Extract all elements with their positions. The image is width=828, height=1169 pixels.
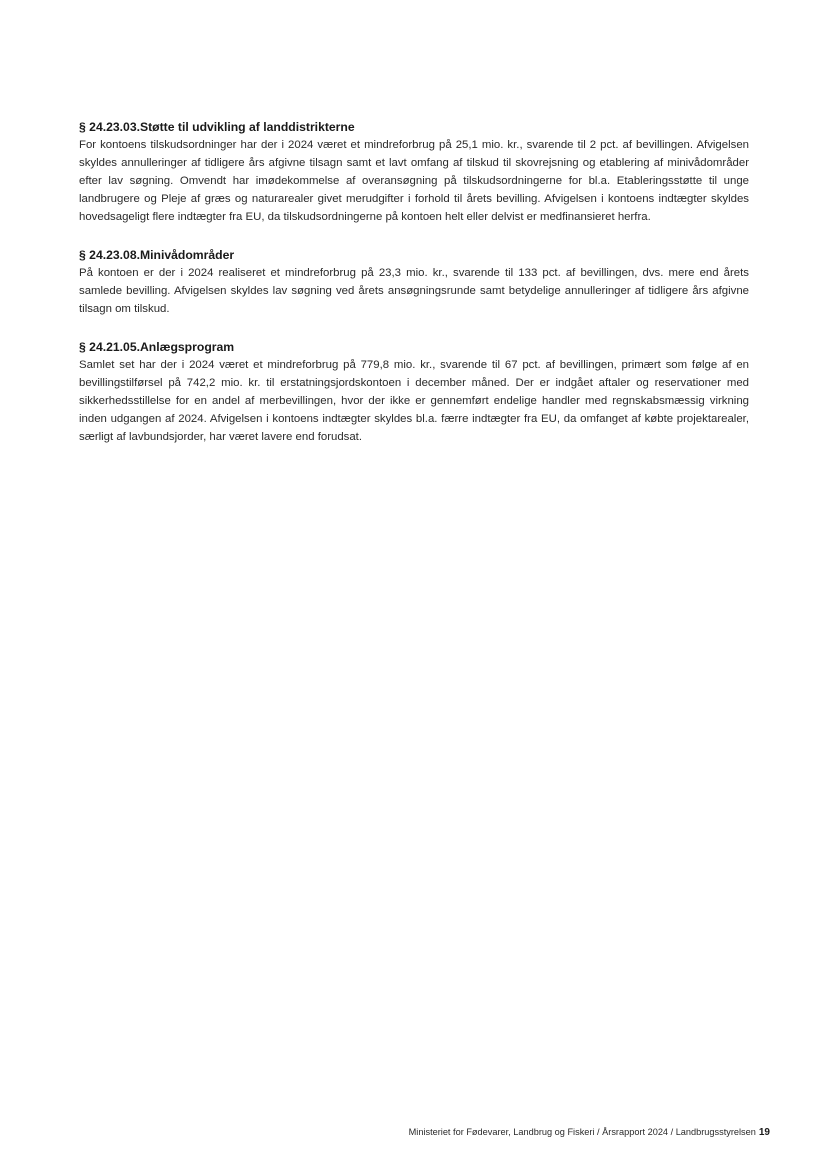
section-heading: § 24.23.08.Minivådområder: [79, 248, 235, 262]
section-body: På kontoen er der i 2024 realiseret et mindreforbrug på 23,3 mio. kr., svarende til 133 pct. af bevillingen, dvs. mere end årets samlede bevilling. Afvigelsen skyldes lav søgning ved årets ansøgningsrunde samt betydelige annulleringer af tidligere års afgivne tilsagn om tilskud.: [79, 267, 749, 315]
section-body: Samlet set har der i 2024 været et mindreforbrug på 779,8 mio. kr., svarende til 67 pct. af bevillingen, primært som følge af en bevillingstilførsel på 742,2 mio. kr. til erstatningsjordskontoen i december måned. Der er indgået aftaler og reservationer med sikkerhedsstillelse for en andel af merbevillingen, hvor der ikke er gennemført endelige handler med regnskabsmæssig virkning inden udgangen af 2024. Afvigelsen i kontoens indtægter skyldes bl.a. færre indtægter fra EU, da omfanget af købte projektarealer, særligt af lavbundsjorder, har været lavere end forudsat.: [79, 359, 749, 443]
page-content: [79, 118, 749, 466]
section-minivaadomraader: [79, 246, 749, 318]
footer-text: Ministeriet for Fødevarer, Landbrug og Fiskeri / Årsrapport 2024 / Landbrugsstyrelsen: [408, 1127, 756, 1137]
page-footer: [409, 1125, 770, 1140]
section-anlaegsprogram: [79, 338, 749, 446]
section-body: For kontoens tilskudsordninger har der i 2024 været et mindreforbrug på 25,1 mio. kr., svarende til 2 pct. af bevillingen. Afvigelsen skyldes annulleringer af tidligere års afgivne tilsagn samt et lavt omfang af tilskud til skovrejsning og etablering af minivådområder efter lav søgning. Omvendt har imødekommelse af overansøgning på tilskudsordningerne for bl.a. Etableringsstøtte til unge landbrugere og Pleje af græs og naturarealer givet merudgifter i forhold til årets bevilling. Afvigelsen i kontoens indtægter skyldes hovedsageligt flere indtægter fra EU, da tilskudsordningerne på kontoen helt eller delvist er medfinansieret herfra.: [79, 139, 749, 223]
section-landdistrikter: [79, 118, 749, 226]
section-heading: § 24.21.05.Anlægsprogram: [79, 340, 235, 354]
page-number: 19: [758, 1127, 770, 1138]
section-heading: § 24.23.03.Støtte til udvikling af landdistrikterne: [79, 120, 355, 134]
